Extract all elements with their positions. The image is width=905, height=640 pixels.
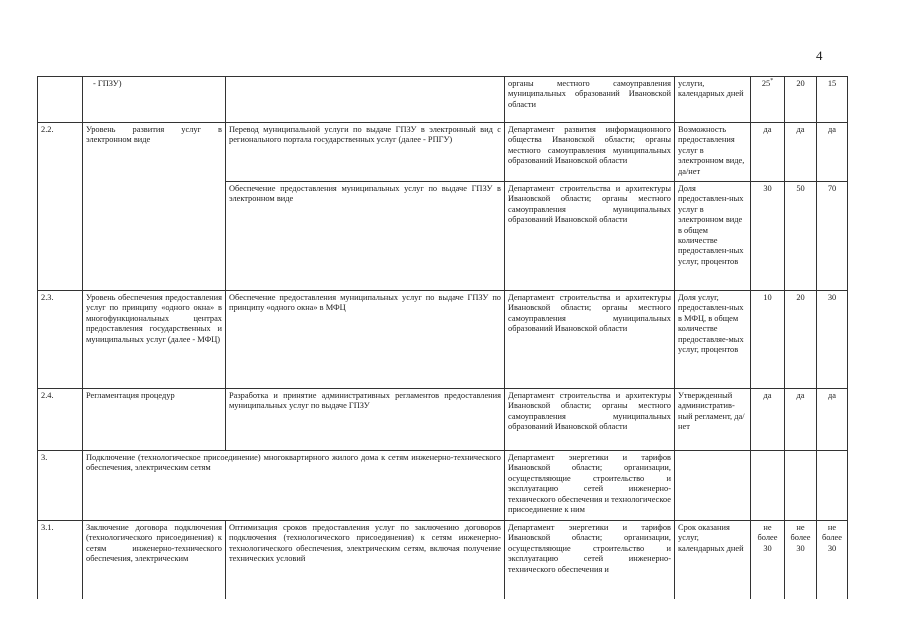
value-cell xyxy=(751,451,785,521)
value-cell xyxy=(785,451,817,521)
measure-cell: Обеспечение предоставления муниципальных услуг по выдаче ГПЗУ в электронном виде xyxy=(226,182,505,291)
indicator-cell: Регламентация процедур xyxy=(83,389,226,451)
section-title-cell: Подключение (технологическое присоединение) многоквартирного жилого дома к сетям инженерно-технического обеспечения, электрическим сетям xyxy=(83,451,505,521)
row-number: 2.4. xyxy=(38,389,83,451)
measure-cell: Разработка и принятие административных регламентов предоставления муниципальных услуг по выдаче ГПЗУ xyxy=(226,389,505,451)
page-number: 4 xyxy=(816,48,823,63)
value-cell: не более 30 xyxy=(817,521,848,599)
row-number xyxy=(38,77,83,123)
value-cell: да xyxy=(785,123,817,182)
responsible-cell: Департамент строительства и архитектуры Ивановской области; органы местного самоуправления муниципальных образований Ивановской области xyxy=(505,291,675,389)
table-row xyxy=(38,521,848,599)
responsible-cell: Департамент строительства и архитектуры Ивановской области; органы местного самоуправления муниципальных образований Ивановской области xyxy=(505,389,675,451)
value-cell: да xyxy=(785,389,817,451)
value-cell: 50 xyxy=(785,182,817,291)
measure-cell: Оптимизация сроков предоставления услуг по заключению договоров подключения (технологического присоединения) к сетям инженерно-технологического обеспечения, электрическим сетям, включая получение технических условий xyxy=(226,521,505,599)
value-cell: 15 xyxy=(817,77,848,123)
unit-cell xyxy=(675,451,751,521)
value-cell: да xyxy=(751,389,785,451)
responsible-cell: Департамент строительства и архитектуры Ивановской области; органы местного самоуправления муниципальных образований Ивановской области xyxy=(505,182,675,291)
responsible-cell: Департамент энергетики и тарифов Ивановской области; организации, осуществляющие строительство и эксплуатацию сетей инженерно-технического обеспечения и технологическое присоединение к ним xyxy=(505,451,675,521)
table-row xyxy=(38,77,848,123)
unit-cell: Доля предоставлен-ных услуг в электронном виде в общем количестве предоставлен-ных услуг, процентов xyxy=(675,182,751,291)
responsible-cell: Департамент развития информационного общества Ивановской области; органы местного самоуправления муниципальных образований Ивановской области xyxy=(505,123,675,182)
indicator-cell: Заключение договора подключения (технологического присоединения) к сетям инженерно-технического обеспечения, электрическим xyxy=(83,521,226,599)
responsible-cell: органы местного самоуправления муниципальных образований Ивановской области xyxy=(505,77,675,123)
table-row xyxy=(38,123,848,182)
row-number: 2.2. xyxy=(38,123,83,291)
value-cell: не более 30 xyxy=(751,521,785,599)
unit-cell: услуги, календарных дней xyxy=(675,77,751,123)
unit-cell: Возможность предоставления услуг в электронном виде, да/нет xyxy=(675,123,751,182)
unit-cell: Срок оказания услуг, календарных дней xyxy=(675,521,751,599)
value-cell: 10 xyxy=(751,291,785,389)
value-cell: 30 xyxy=(751,182,785,291)
unit-cell: Доля услуг, предоставлен-ных в МФЦ, в общем количестве предоставляе-мых услуг, процентов xyxy=(675,291,751,389)
row-number: 3.1. xyxy=(38,521,83,599)
measure-cell: Обеспечение предоставления муниципальных услуг по выдаче ГПЗУ по принципу «одного окна» в МФЦ xyxy=(226,291,505,389)
indicator-cell: - ГПЗУ) xyxy=(83,77,226,123)
row-number: 3. xyxy=(38,451,83,521)
measures-table xyxy=(37,76,848,599)
footnote-mark: * xyxy=(770,78,774,85)
value-cell: 25* xyxy=(751,77,785,123)
value-cell: да xyxy=(817,123,848,182)
value-cell: 20 xyxy=(785,291,817,389)
indicator-cell: Уровень развития услуг в электронном виде xyxy=(83,123,226,291)
row-number: 2.3. xyxy=(38,291,83,389)
table-row xyxy=(38,451,848,521)
indicator-cell: Уровень обеспечения предоставления услуг по принципу «одного окна» в многофункциональных центрах предоставления государственных и муниципальных услуг (далее - МФЦ) xyxy=(83,291,226,389)
table-row xyxy=(38,389,848,451)
table-row xyxy=(38,291,848,389)
value-cell: да xyxy=(751,123,785,182)
value-cell: 30 xyxy=(817,291,848,389)
value-cell: 20 xyxy=(785,77,817,123)
measure-cell: Перевод муниципальной услуги по выдаче ГПЗУ в электронный вид с регионального портала государственных услуг (далее - РПГУ) xyxy=(226,123,505,182)
unit-cell: Утвержденный административ-ный регламент, да/нет xyxy=(675,389,751,451)
responsible-cell: Департамент энергетики и тарифов Ивановской области; организации, осуществляющие строительство и эксплуатацию сетей инженерно-технического обеспечения и xyxy=(505,521,675,599)
value-cell: да xyxy=(817,389,848,451)
value-cell: не более 30 xyxy=(785,521,817,599)
measure-cell xyxy=(226,77,505,123)
value-cell: 70 xyxy=(817,182,848,291)
value-cell xyxy=(817,451,848,521)
